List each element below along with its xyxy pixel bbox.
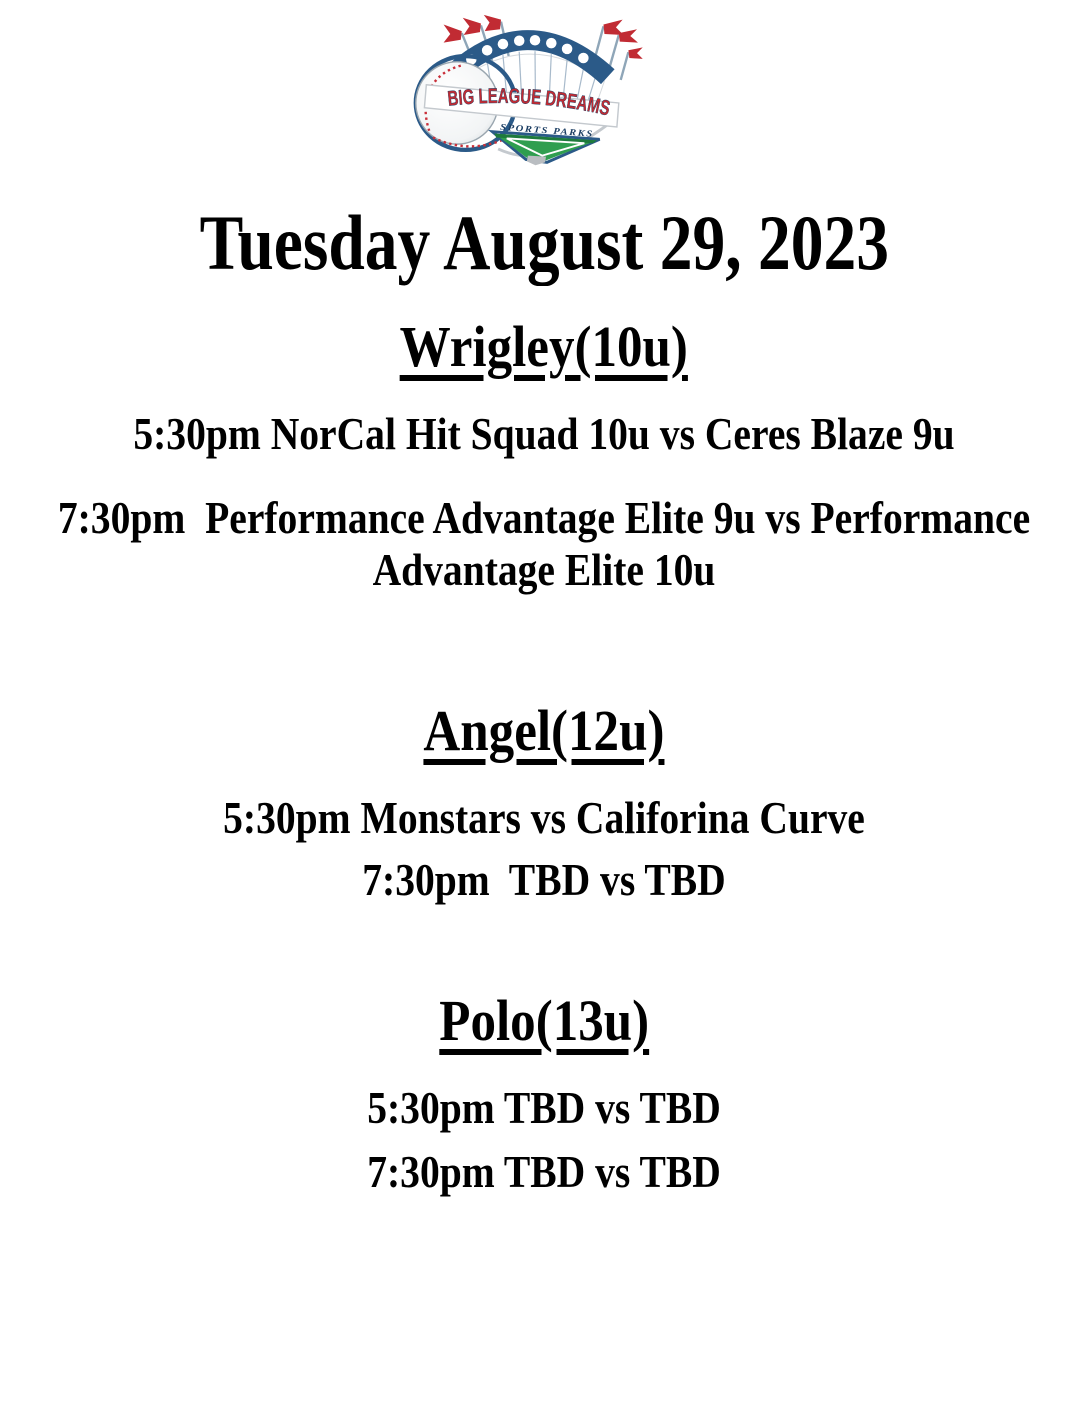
game-line: 5:30pm Monstars vs Califorina Curve (223, 792, 865, 843)
section-polo (0, 986, 1088, 1198)
game-line: 7:30pm TBD vs TBD (362, 854, 726, 905)
game-line: 7:30pm TBD vs TBD (367, 1146, 721, 1197)
game-line: 5:30pm NorCal Hit Squad 10u vs Ceres Blaze 9u (133, 408, 955, 459)
home-plate-icon (527, 156, 546, 166)
section-wrigley (0, 312, 1088, 596)
field-heading-wrigley (0, 312, 1088, 382)
field-heading-angel (0, 696, 1088, 766)
big-league-dreams-logo (404, 12, 644, 170)
field-heading-text: Wrigley(10u) (399, 314, 689, 379)
banner-text: BIG LEAGUE DREAMS (446, 84, 617, 122)
game-line: 7:30pm Performance Advantage Elite 9u vs Performance Advantage Elite 10u (57, 492, 1038, 595)
field-heading-text: Polo(13u) (439, 988, 649, 1053)
section-angel (0, 696, 1088, 906)
sports-parks-text: SPORTS PARKS (499, 121, 594, 139)
date-title-text: Tuesday August 29, 2023 (199, 199, 889, 286)
logo-container (0, 0, 1088, 170)
field-heading-text: Angel(12u) (423, 698, 665, 763)
field-heading-polo (0, 986, 1088, 1056)
date-title (0, 199, 1088, 286)
right-flag-pennants-icon (603, 20, 642, 59)
game-line: 5:30pm TBD vs TBD (367, 1082, 721, 1133)
